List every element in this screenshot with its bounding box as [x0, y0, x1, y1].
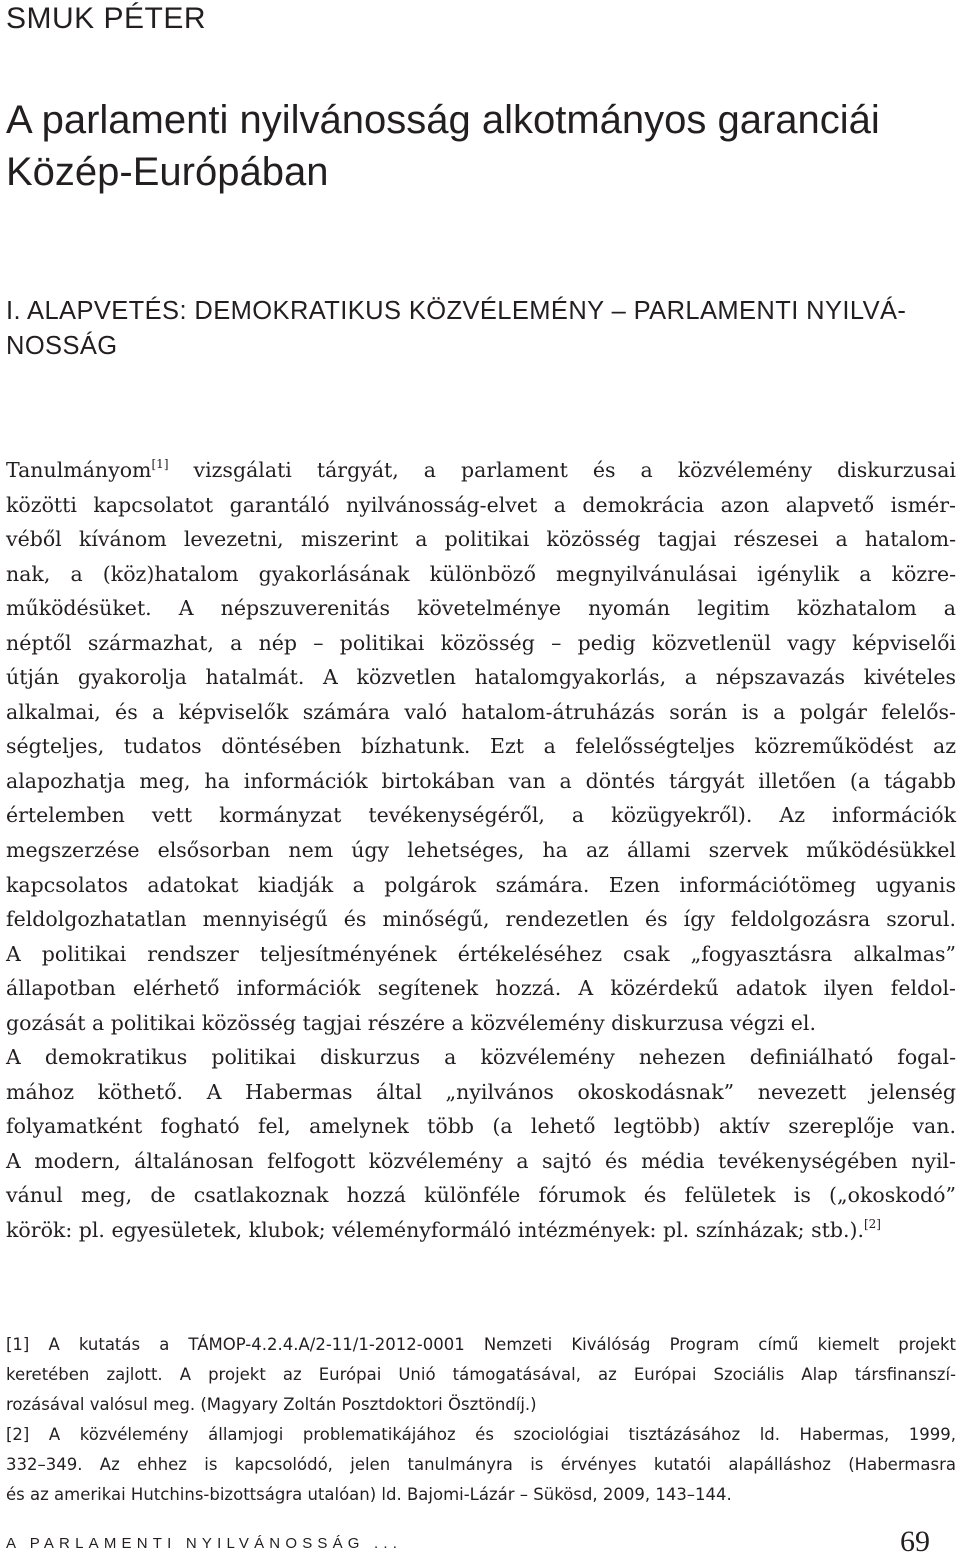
body-text-fragment: körök: pl. egyesületek, klubok; véleményformáló intézmények: pl. színházak; stb.). [6, 1218, 864, 1243]
body-line [6, 453, 956, 488]
body-line: ségteljes, tudatos döntésében bízhatunk. Ezt a felelősségteljes közreműködést az [6, 734, 956, 759]
section-heading [6, 294, 956, 364]
heading-line: I. ALAPVETÉS: DEMOKRATIKUS KÖZVÉLEMÉNY – PARLAMENTI NYILVÁ- [6, 297, 907, 325]
running-head: A PARLAMENTI NYILVÁNOSSÁG ... [6, 1535, 403, 1552]
body-line: működésüket. A népszuverenitás követelménye nyomán legitim közhatalom a [6, 596, 956, 621]
footnote-line: 332–349. Az ehhez is kapcsolódó, jelen tanulmányra is érvényes kutatói alapálláshoz (Habermasra [6, 1455, 956, 1474]
page-number: 69 [900, 1525, 930, 1558]
body-line: közötti kapcsolatot garantáló nyilvánosság-elvet a demokrácia azon alapvető ismér- [6, 492, 956, 517]
body-line: A demokratikus politikai diskurzus a közvélemény nehezen definiálható fogal- [6, 1045, 956, 1070]
body-line: értelemben vett kormányzat tevékenységéről, a közügyekről). Az információk [6, 803, 956, 828]
body-text [6, 453, 956, 1248]
body-text-fragment: vizsgálati tárgyát, a parlament és a közvélemény diskurzusai [168, 458, 956, 482]
body-line: alapozhatja meg, ha információk birtokában van a döntés tárgyát illetően (a tágabb [6, 768, 956, 793]
body-line: kapcsolatos adatokat kiadják a polgárok számára. Ezen információtömeg ugyanis [6, 872, 956, 897]
body-line: véből kívánom levezetni, miszerint a politikai közösség tagjai részesei a hatalom- [6, 527, 956, 552]
body-line: folyamatként fogható fel, amelynek több (a lehető legtöbb) aktív szereplője van. [6, 1114, 956, 1139]
body-line: gozását a politikai közösség tagjai részére a közvélemény diskurzusa végzi el. [6, 1010, 816, 1035]
footnote-line: rozásával valósul meg. (Magyary Zoltán Posztdoktori Ösztöndíj.) [6, 1395, 537, 1414]
body-line: vánul meg, de csatlakoznak hozzá különféle fórumok és felületek is („okoskodó” [6, 1183, 956, 1208]
body-line: útján gyakorolja hatalmát. A közvetlen hatalomgyakorlás, a népszavazás kivételes [6, 665, 956, 690]
footnote-line: keretében zajlott. A projekt az Európai Unió támogatásával, az Európai Szociális Alap társfinanszí- [6, 1365, 956, 1384]
body-line: nak, a (köz)hatalom gyakorlásának különböző megnyilvánulásai igénylik a közre- [6, 561, 956, 586]
body-line: megszerzése elsősorban nem úgy lehetséges, ha az állami szervek működésükkel [6, 838, 956, 863]
heading-line: NOSSÁG [6, 332, 118, 360]
body-line: néptől származhat, a nép – politikai közösség – pedig közvetlenül vagy képviselői [6, 630, 956, 655]
body-line: állapotban elérhető információk segítenek hozzá. A közérdekű adatok ilyen feldol- [6, 976, 956, 1001]
article-title [6, 94, 946, 198]
footnote-line: [1] A kutatás a TÁMOP-4.2.4.A/2-11/1-2012-0001 Nemzeti Kiválóság Program című kiemelt projekt [6, 1335, 956, 1354]
footnote-line: és az amerikai Hutchins-bizottságra utalóan) ld. Bajomi-Lázár – Sükösd, 2009, 143–144. [6, 1485, 732, 1504]
footnote-reference[interactable]: [2] [863, 1217, 881, 1232]
body-line: A politikai rendszer teljesítményének értékeléséhez csak „fogyasztásra alkalmas” [6, 941, 956, 966]
title-line: Közép-Európában [6, 150, 329, 194]
footnote-line: [2] A közvélemény államjogi problematikájához és szociológiai tisztázásához ld. Habermas, 1999, [6, 1425, 956, 1444]
title-line: A parlamenti nyilvánosság alkotmányos garanciái [6, 98, 880, 142]
body-line: alkalmai, és a képviselők számára való hatalom-átruházás során is a polgár felelős- [6, 699, 956, 724]
body-line: feldolgozhatatlan mennyiségű és minőségű, rendezetlen és így feldolgozásra szorul. [6, 907, 956, 932]
author-name: SMUK PÉTER [6, 2, 207, 35]
body-text-fragment: Tanulmányom [6, 458, 152, 482]
body-line: A modern, általánosan felfogott közvélemény a sajtó és média tevékenységében nyil- [6, 1148, 956, 1173]
body-line: mához köthető. A Habermas által „nyilvános okoskodásnak” nevezett jelenség [6, 1079, 956, 1104]
body-line [6, 1213, 956, 1248]
footnote-reference[interactable]: [1] [151, 457, 169, 471]
footnotes [6, 1330, 956, 1510]
